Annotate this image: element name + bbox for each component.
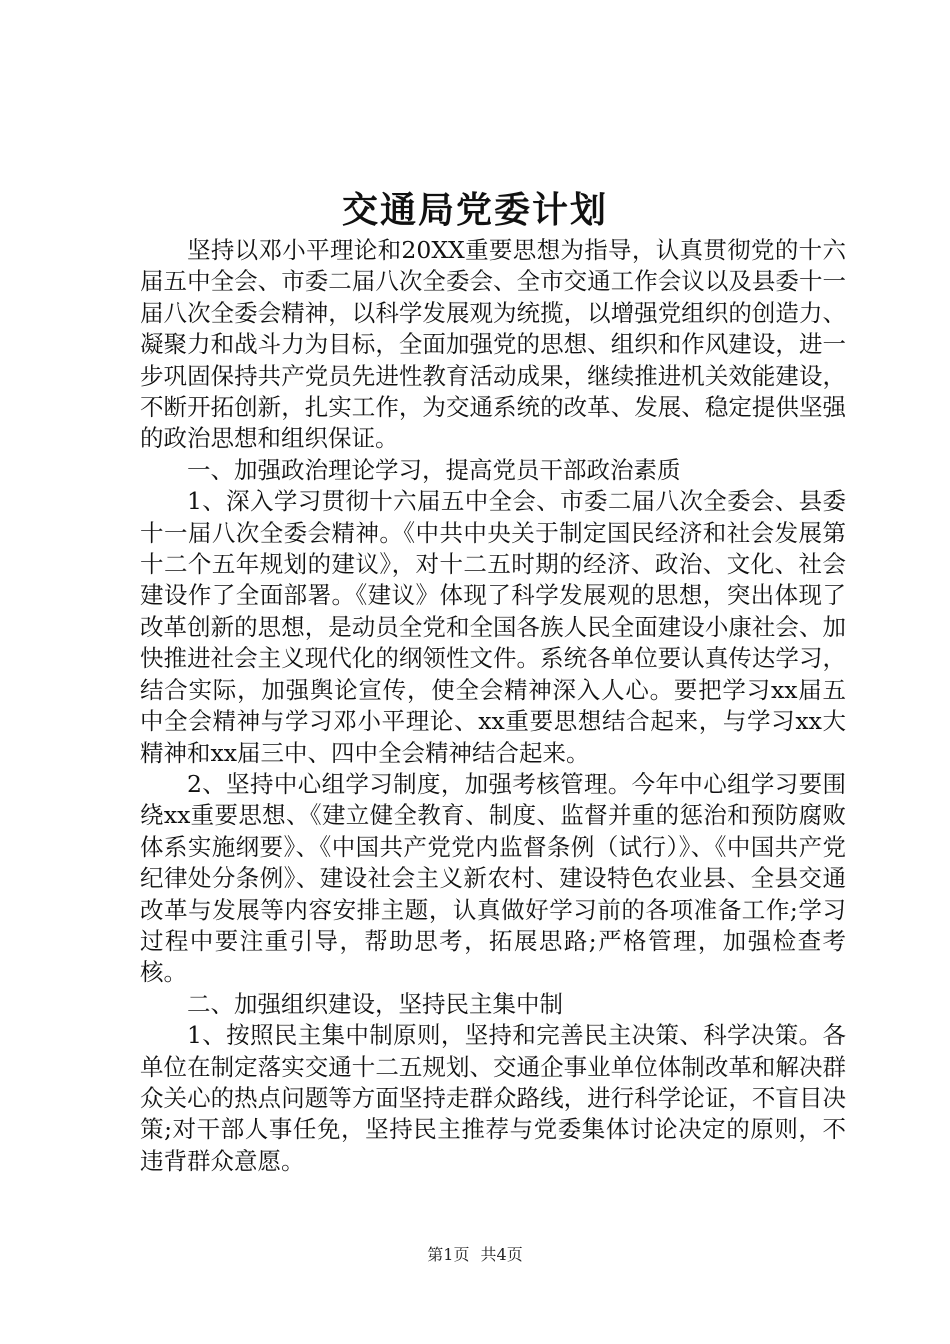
paragraph-2-1: 1、按照民主集中制原则，坚持和完善民主决策、科学决策。各单位在制定落实交通十二五规划、交通企事业单位体制改革和解决群众关心的热点问题等方面坚持走群众路线，进行科学论证，不盲目决策;对干部人事任免，坚持民主推荐与党委集体讨论决定的原则，不违背群众意愿。 xyxy=(140,1021,846,1175)
document-body xyxy=(140,235,846,1177)
paragraph-1-2: 2、坚持中心组学习制度，加强考核管理。今年中心组学习要围绕xx重要思想、《建立健全教育、制度、监督并重的惩治和预防腐败体系实施纲要》、《中国共产党党内监督条例（试行）》、《中国共产党纪律处分条例》、建设社会主义新农村、建设特色农业县、全县交通改革与发展等内容安排主题，认真做好学习前的各项准备工作;学习过程中要注重引导，帮助思考，拓展思路;严格管理，加强检查考核。 xyxy=(140,769,846,987)
page-total: 共4页 xyxy=(480,1245,523,1264)
document-title: 交通局党委计划 xyxy=(341,189,608,231)
page-footer xyxy=(0,1244,950,1266)
paragraph-intro: 坚持以邓小平理论和20XX重要思想为指导，认真贯彻党的十六届五中全会、市委二届八次全委会、全市交通工作会议以及县委十一届八次全委会精神，以科学发展观为统揽，以增强党组织的创造力、凝聚力和战斗力为目标，全面加强党的思想、组织和作风建设，进一步巩固保持共产党员先进性教育活动成果，继续推进机关效能建设，不断开拓创新，扎实工作，为交通系统的改革、发展、稳定提供坚强的政治思想和组织保证。 xyxy=(140,236,846,453)
paragraph-1-1: 1、深入学习贯彻十六届五中全会、市委二届八次全委会、县委十一届八次全委会精神。《中共中央关于制定国民经济和社会发展第十二个五年规划的建议》，对十二五时期的经济、政治、文化、社会建设作了全面部署。《建议》体现了科学发展观的思想，突出体现了改革创新的思想，是动员全党和全国各族人民全面建设小康社会、加快推进社会主义现代化的纲领性文件。系统各单位要认真传达学习，结合实际，加强舆论宣传，使全会精神深入人心。要把学习xx届五中全会精神与学习邓小平理论、xx重要思想结合起来，与学习xx大精神和xx届三中、四中全会精神结合起来。 xyxy=(140,487,846,767)
section-heading-2: 二、加强组织建设，坚持民主集中制 xyxy=(187,989,563,1018)
page-number: 第1页 xyxy=(427,1245,470,1264)
section-heading-1: 一、加强政治理论学习，提高党员干部政治素质 xyxy=(187,455,681,484)
